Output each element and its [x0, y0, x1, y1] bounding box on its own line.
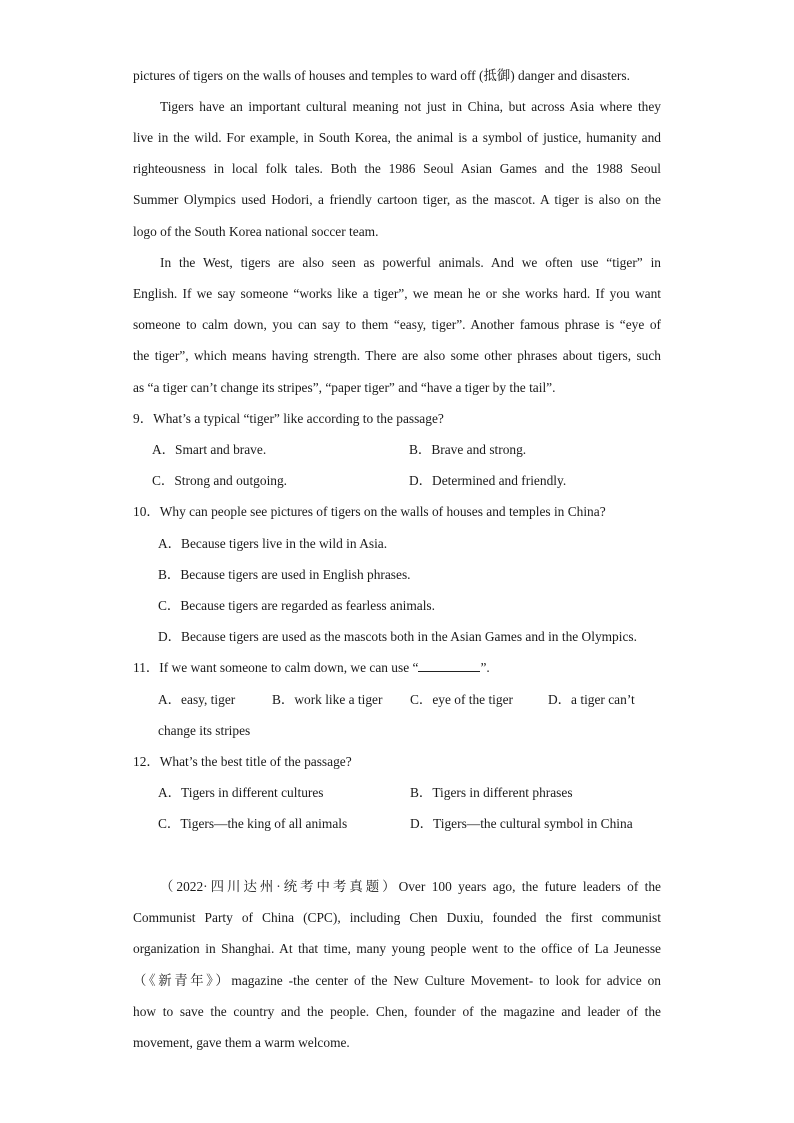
question-11-option-b[interactable]: B．work like a tiger [272, 692, 383, 707]
question-9-option-a[interactable]: A．Smart and brave. [152, 442, 267, 457]
passage2-line-6: movement, gave them a warm welcome. [133, 1035, 350, 1050]
passage1-line-4: righteousness in local folk tales. Both the 1986 Seoul Asian Games and the 1988 Seoul [133, 161, 661, 176]
passage1-line-10: the tiger”, which means having strength. There are also some other phrases about tigers, such [133, 348, 661, 363]
question-12-option-a[interactable]: A．Tigers in different cultures [158, 785, 324, 800]
question-11-option-d[interactable]: D．a tiger can’t [548, 692, 635, 707]
passage2-line-4: （《新青年》）magazine -the center of the New Culture Movement- to look for advice on [133, 973, 661, 988]
question-9-option-c[interactable]: C．Strong and outgoing. [152, 473, 288, 488]
passage1-line-6: logo of the South Korea national soccer team. [133, 224, 379, 239]
passage1-line-8: English. If we say someone “works like a tiger”, we mean he or she works hard. If you want [133, 286, 661, 301]
passage1-line-11: as “a tiger can’t change its stripes”, “paper tiger” and “have a tiger by the tail”. [133, 380, 556, 395]
question-12-option-b[interactable]: B．Tigers in different phrases [410, 785, 573, 800]
question-11-option-d-continued[interactable]: change its stripes [158, 723, 251, 738]
question-10-stem: 10．Why can people see pictures of tigers on the walls of houses and temples in China? [133, 504, 606, 519]
passage1-line-7: In the West, tigers are also seen as powerful animals. And we often use “tiger” in [160, 255, 661, 270]
question-10-option-c[interactable]: C．Because tigers are regarded as fearless animals. [158, 598, 435, 613]
passage1-line-5: Summer Olympics used Hodori, a friendly cartoon tiger, as the mascot. A tiger is also on the [133, 192, 661, 207]
question-11-option-a[interactable]: A．easy, tiger [158, 692, 236, 707]
question-11-stem-end: ”. [480, 660, 490, 675]
question-10-option-a[interactable]: A．Because tigers live in the wild in Asia. [158, 536, 388, 551]
passage1-line-9: someone to calm down, you can say to them “easy, tiger”. Another famous phrase is “eye of [133, 317, 661, 332]
question-9-option-b[interactable]: B．Brave and strong. [409, 442, 527, 457]
question-12-stem: 12．What’s the best title of the passage? [133, 754, 352, 769]
passage1-line-1: pictures of tigers on the walls of houses and temples to ward off (抵御) danger and disasters. [133, 68, 630, 83]
question-11-stem-text: 11．If we want someone to calm down, we can use “ [133, 660, 419, 675]
passage2-line-3: organization in Shanghai. At that time, many young people went to the office of La Jeunesse [133, 941, 661, 956]
question-11-option-c[interactable]: C．eye of the tiger [410, 692, 513, 707]
passage2-line-1: （2022·四川达州·统考中考真题）Over 100 years ago, the future leaders of the [160, 879, 661, 894]
answer-blank [418, 659, 480, 672]
question-10-option-d[interactable]: D．Because tigers are used as the mascots both in the Asian Games and in the Olympics. [158, 629, 637, 644]
passage1-line-2: Tigers have an important cultural meaning not just in China, but across Asia where they [160, 99, 661, 114]
passage2-line-5: how to save the country and the people. Chen, founder of the magazine and leader of the [133, 1004, 661, 1019]
question-12-option-c[interactable]: C．Tigers—the king of all animals [158, 816, 348, 831]
question-9-option-d[interactable]: D．Determined and friendly. [409, 473, 567, 488]
passage2-line-2: Communist Party of China (CPC), including Chen Duxiu, founded the first communist [133, 910, 661, 925]
passage1-line-3: live in the wild. For example, in South Korea, the animal is a symbol of justice, humanity and [133, 130, 661, 145]
question-10-option-b[interactable]: B．Because tigers are used in English phrases. [158, 567, 411, 582]
question-12-option-d[interactable]: D．Tigers—the cultural symbol in China [410, 816, 633, 831]
question-9-stem: 9．What’s a typical “tiger” like according to the passage? [133, 411, 444, 426]
question-11-stem [133, 659, 661, 677]
